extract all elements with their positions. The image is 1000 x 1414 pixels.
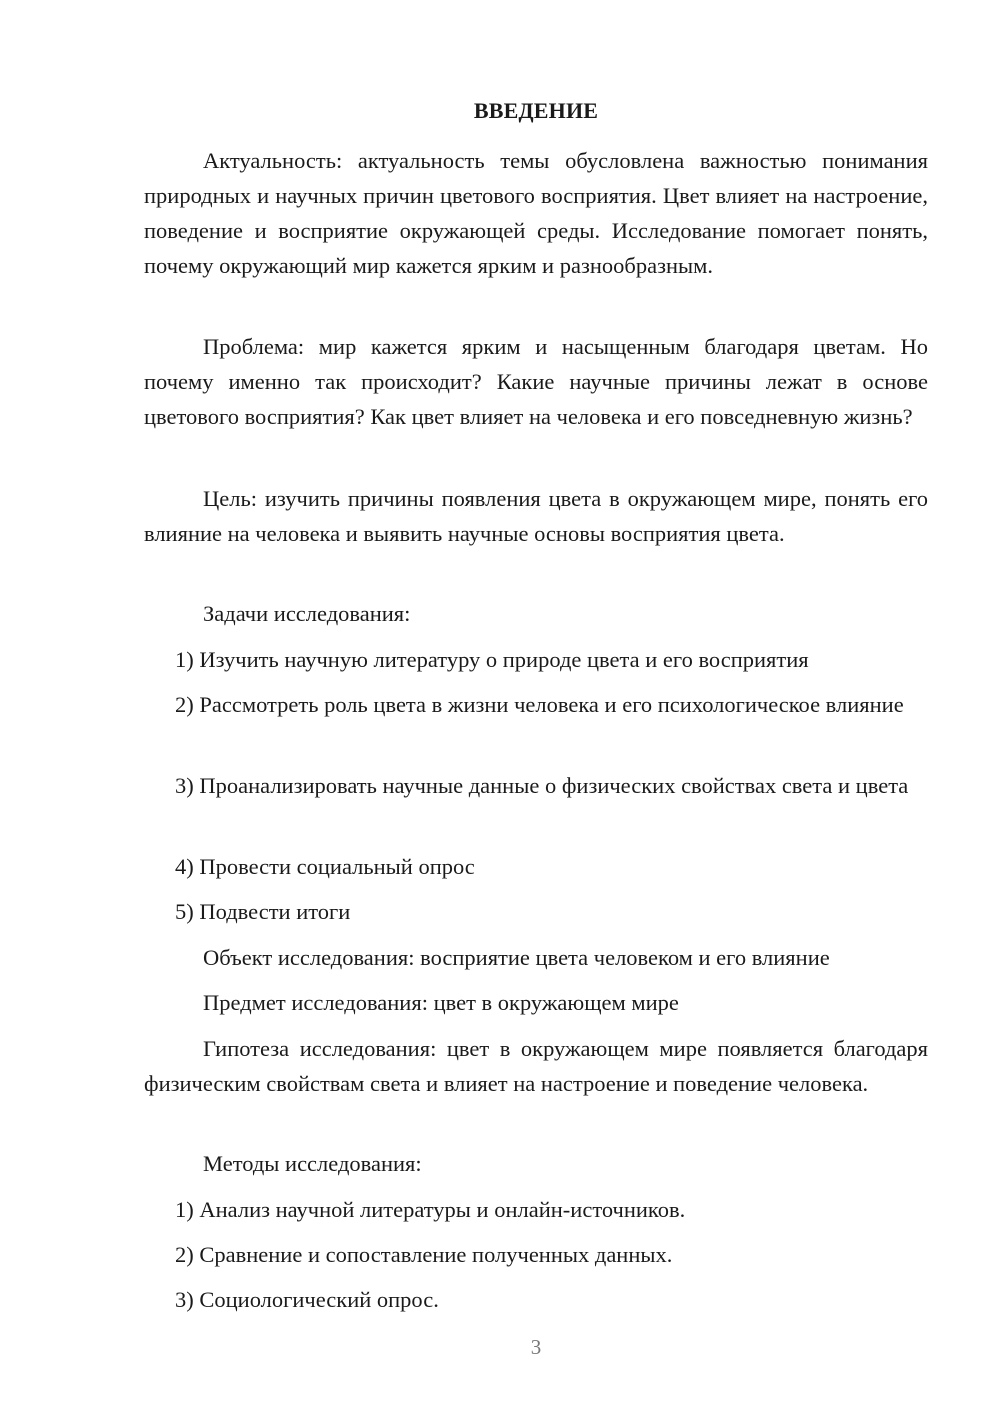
goal-paragraph: Цель: изучить причины появления цвета в окружающем мире, понять его влияние на человека и выявить научные основы восприятия цвета. xyxy=(144,486,928,546)
page-title: ВВЕДЕНИЕ xyxy=(473,98,599,123)
task-item: 1) Изучить научную литературу о природе цвета и его восприятия xyxy=(175,647,809,672)
task-item: 4) Провести социальный опрос xyxy=(175,854,475,879)
subject-paragraph: Предмет исследования: цвет в окружающем мире xyxy=(203,990,679,1015)
method-item: 3) Социологический опрос. xyxy=(175,1287,439,1312)
method-item: 2) Сравнение и сопоставление полученных данных. xyxy=(175,1242,673,1267)
methods-heading: Методы исследования: xyxy=(203,1151,422,1176)
page-number: 3 xyxy=(530,1335,542,1359)
problem-paragraph: Проблема: мир кажется ярким и насыщенным благодаря цветам. Но почему именно так происходит? Какие научные причины лежат в основе цветового восприятия? Как цвет влияет на человека и его повседневную жизнь? xyxy=(144,334,928,429)
object-paragraph: Объект исследования: восприятие цвета человеком и его влияние xyxy=(203,945,830,970)
hypothesis-paragraph: Гипотеза исследования: цвет в окружающем мире появляется благодаря физическим свойствам света и влияет на настроение и поведение человека. xyxy=(144,1036,928,1096)
method-item: 1) Анализ научной литературы и онлайн-источников. xyxy=(175,1197,686,1222)
task-item: 3) Проанализировать научные данные о физических свойствах света и цвета xyxy=(175,773,909,798)
task-item: 5) Подвести итоги xyxy=(175,899,351,924)
tasks-heading: Задачи исследования: xyxy=(203,601,411,626)
task-item: 2) Рассмотреть роль цвета в жизни человека и его психологическое влияние xyxy=(175,692,904,717)
relevance-paragraph: Актуальность: актуальность темы обусловлена важностью понимания природных и научных причин цветового восприятия. Цвет влияет на настроение, поведение и восприятие окружающей среды. Исследование помогает понять, почему окружающий мир кажется ярким и разнообразным. xyxy=(144,148,928,278)
